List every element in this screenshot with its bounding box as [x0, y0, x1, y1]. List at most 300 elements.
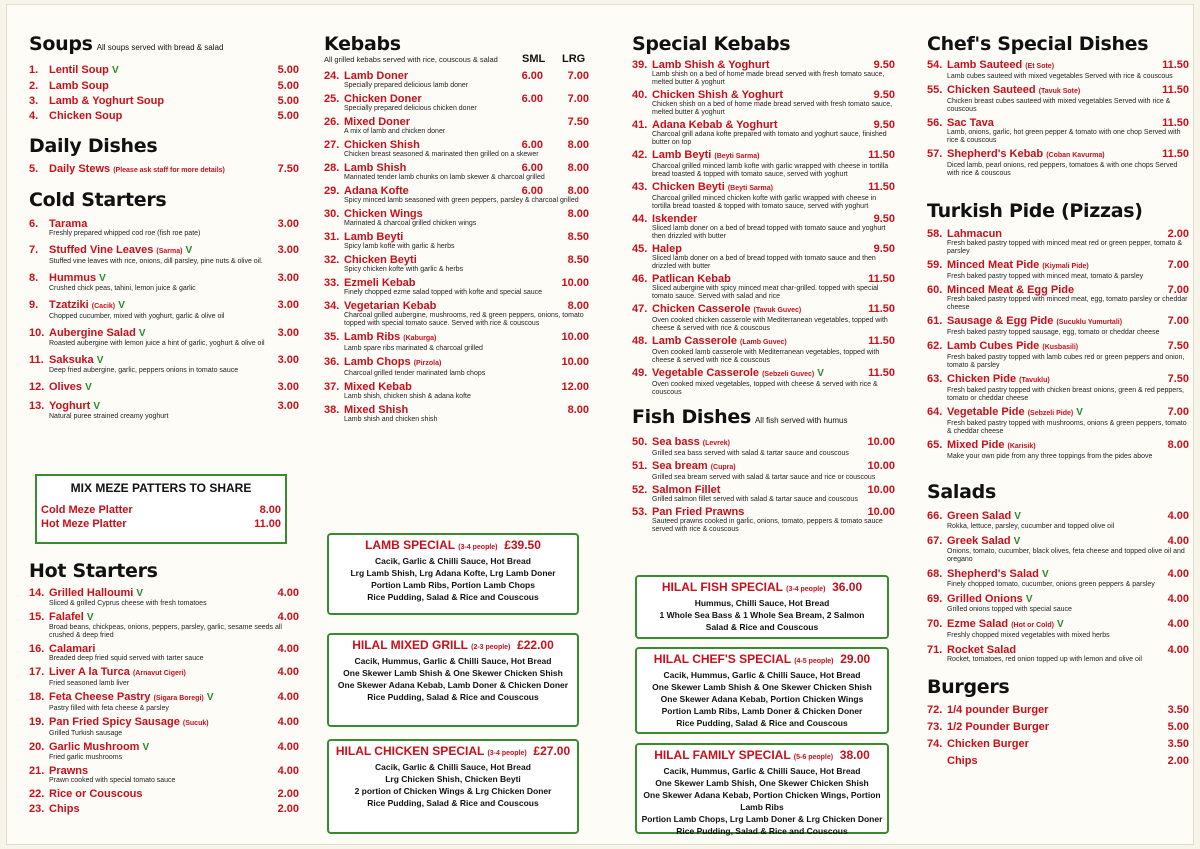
item-name: 32. Chicken Beyti	[324, 254, 417, 266]
menu-item	[927, 721, 1189, 733]
item-number: 67.	[927, 535, 943, 547]
item-name: 6. Tarama	[29, 218, 88, 230]
item-name: 12. Olives V	[29, 381, 92, 393]
item-price: 10.00	[867, 484, 895, 496]
item-name: 55. Chicken Sauteed (Tavuk Sote)	[927, 84, 1081, 96]
item-number: 51.	[632, 460, 648, 472]
item-name: 26. Mixed Doner	[324, 116, 411, 128]
item-name: 70. Ezme Salad (Hot or Cold) V	[927, 618, 1064, 630]
item-description: Charcoal grilled minced chicken kofte with garlic wrapped with cheese in tortilla bread toasted & topped with tomato sauce, served with yoghurt	[652, 195, 877, 210]
item-tag: (Coban Kavurma)	[1046, 152, 1105, 159]
menu-item	[29, 354, 299, 375]
item-number: 33.	[324, 277, 340, 289]
menu-item	[632, 484, 895, 504]
box-line: Rice Pudding, Salad & Rice and Couscous	[367, 798, 539, 808]
item-name: 37. Mixed Kebab	[324, 381, 412, 393]
item-number: 25.	[324, 93, 340, 105]
menu-item	[632, 367, 895, 397]
item-number: 20.	[29, 741, 45, 753]
vegetarian-icon: V	[1025, 594, 1033, 605]
item-number: 31.	[324, 231, 340, 243]
item-price: 3.00	[277, 218, 299, 230]
item-name: 38. Mixed Shish	[324, 404, 409, 416]
item-name: 29. Adana Kofte	[324, 185, 409, 197]
item-price: 7.00	[1167, 406, 1189, 418]
item-number: 64.	[927, 406, 943, 418]
box-title: HILAL FISH SPECIAL (3-4 people) 36.00	[661, 580, 863, 594]
item-price: 4.00	[277, 691, 299, 703]
item-number: 65.	[927, 439, 943, 451]
item-description: Chicken shish on a bed of home made bread served with fresh tomato sauce, melted butter & yoghurt	[652, 101, 893, 116]
item-number: 28.	[324, 162, 340, 174]
item-number: 15.	[29, 611, 45, 623]
vegetarian-icon: V	[206, 692, 214, 703]
item-name: 42. Lamb Beyti (Beyti Sarma)	[632, 149, 760, 161]
item-description: Sauteed prawns cooked in garlic, onions, tomato, peppers & tomato sauce served with rice & couscous	[652, 518, 883, 533]
item-name: 16. Calamari	[29, 643, 96, 655]
box-line: One Skewer Adana Kebab, Portion Chicken Wings	[660, 694, 864, 704]
item-tag: (Sarma)	[156, 248, 183, 255]
column-4	[927, 33, 1189, 772]
vegetarian-icon: V	[118, 300, 125, 311]
item-name: 28. Lamb Shish	[324, 162, 407, 174]
item-number: 56.	[927, 117, 943, 129]
item-name: 56. Sac Tava	[927, 117, 994, 129]
item-price: 11.50	[868, 303, 895, 315]
item-number: 13.	[29, 400, 45, 412]
item-name: Chips	[947, 755, 978, 767]
vegetarian-icon: V	[136, 588, 144, 599]
item-price: 2.00	[277, 803, 299, 815]
item-description: Sliced lamb doner on a bed of bread topped with tomato sauce and then drizzled with butter	[652, 255, 876, 270]
item-price-small: 6.00	[521, 185, 543, 197]
box-line: Hummus, Chilli Sauce, Hot Bread	[694, 598, 830, 608]
menu-item	[927, 738, 1189, 750]
item-number: 35.	[324, 331, 340, 343]
item-number: 44.	[632, 213, 648, 225]
mixed-grill-box	[327, 633, 579, 727]
kebabs-note: All grilled kebabs served with rice, couscous & salad	[324, 55, 498, 64]
menu-item	[324, 300, 589, 328]
item-price-large: 8.00	[567, 300, 589, 312]
item-number: 50.	[632, 436, 648, 448]
item-name: 4. Chicken Soup	[29, 110, 123, 122]
menu-item	[927, 259, 1189, 281]
item-tag: (Levrek)	[702, 440, 730, 447]
item-number: 18.	[29, 691, 45, 703]
item-price: 4.00	[277, 611, 299, 623]
item-description: Spicy chicken kofte with garlic & herbs	[344, 266, 464, 273]
item-description: Marinated & charcoal grilled chicken wings	[344, 220, 477, 227]
item-price: 4.00	[277, 587, 299, 599]
item-description: Specially prepared delicious lamb doner	[344, 82, 469, 89]
item-number: 16.	[29, 643, 45, 655]
item-price: 4.00	[277, 716, 299, 728]
lrg-header: LRG	[562, 53, 586, 65]
box-line: Rice Pudding, Salad & Rice and Couscous	[367, 592, 539, 602]
menu-item	[927, 593, 1189, 614]
item-description: Deep fried aubergine, garlic, peppers onions in tomato sauce	[49, 367, 239, 374]
vegetarian-icon: V	[1057, 619, 1064, 630]
menu-item	[632, 335, 895, 365]
item-name: 41. Adana Kebab & Yoghurt	[632, 119, 778, 131]
item-price: 9.50	[873, 213, 895, 225]
item-tag: (Arnavut Cigeri)	[132, 670, 186, 677]
item-name: 52. Salmon Fillet	[632, 484, 721, 496]
menu-item	[324, 331, 589, 353]
item-tag: (Karisik)	[1007, 443, 1036, 450]
box-title: HILAL CHEF'S SPECIAL (4-5 people) 29.00	[653, 652, 871, 666]
menu-item	[324, 356, 589, 378]
box-line: One Skewer Adana Kebab, Portion Chicken Wings, Portion Lamb Ribs	[643, 790, 881, 812]
box-line: One Skewer Lamb Shish, One Skewer Chicken Shish	[655, 778, 869, 788]
item-number: 74.	[927, 738, 943, 750]
item-number: 6.	[29, 218, 39, 230]
item-number: 21.	[29, 765, 45, 777]
menu-item	[927, 340, 1189, 370]
menu-item	[632, 149, 895, 179]
item-price: 11.50	[1162, 59, 1189, 71]
section-title-hot: Hot Starters	[29, 560, 158, 582]
item-number: 45.	[632, 243, 648, 255]
item-tag: (Beyti Sarma)	[714, 153, 760, 160]
item-description: Diced lamb, pearl onions, red peppers, tomatoes & with one chops Served with rice & couscous	[947, 162, 1178, 177]
item-number: 47.	[632, 303, 648, 315]
menu-item	[324, 277, 589, 297]
item-name: 63. Chicken Pide (Tavuklu)	[927, 373, 1050, 385]
item-price: 7.50	[277, 163, 299, 175]
item-name: 24. Lamb Doner	[324, 70, 409, 82]
item-description: Finely chopped tomato, cucumber, onions green peppers & parsley	[947, 581, 1155, 588]
item-description: Fresh baked pastry topped with lamb cubes red or green peppers and onion, tomato & parsley	[947, 354, 1185, 369]
item-description: Freshly prepared whipped cod roe (fish roe pate)	[49, 230, 201, 237]
box-line: Lrg Lamb Shish, Lrg Adana Kofte, Lrg Lamb Doner	[350, 568, 556, 578]
item-description: Fresh baked pastry topped with minced meat red or green pepper, tomato & parsley	[947, 240, 1183, 255]
section-title-burgers: Burgers	[927, 676, 1010, 698]
item-price: 11.50	[868, 149, 895, 161]
box-line: Rice Pudding, Salad & Rice and Couscous	[367, 692, 539, 702]
item-price: 3.50	[1167, 738, 1189, 750]
item-price: 3.00	[277, 354, 299, 366]
item-number: 60.	[927, 284, 943, 296]
item-name: 8. Hummus V	[29, 272, 106, 284]
item-price-large: 10.00	[561, 277, 589, 289]
menu-item	[29, 110, 299, 122]
menu-item	[927, 644, 1189, 664]
item-number: 42.	[632, 149, 648, 161]
item-description: Lamb cubes sauteed with mixed vegetables Served with rice & couscous	[947, 73, 1173, 80]
item-name: 61. Sausage & Egg Pide (Sucuklu Yumurtali)	[927, 315, 1123, 327]
item-price: 5.00	[277, 110, 299, 122]
item-description: Fresh baked pastry topped with chicken breast onions, green & red peppers, tomato or cheddar cheese	[947, 387, 1184, 402]
item-name: 72. 1/4 pounder Burger	[927, 704, 1049, 716]
item-name: 17. Liver A la Turca (Arnavut Cigeri)	[29, 666, 186, 678]
column-3	[632, 33, 895, 536]
item-price-large: 8.00	[567, 404, 589, 416]
item-price: 8.00	[1167, 439, 1189, 451]
item-price: 7.00	[1167, 284, 1189, 296]
item-number: 17.	[29, 666, 45, 678]
item-tag: (Cupra)	[710, 464, 736, 471]
menu-item	[29, 643, 299, 663]
item-description: Sliced & grilled Cyprus cheese with fresh tomatoes	[49, 600, 207, 607]
item-price-large: 8.50	[567, 231, 589, 243]
item-tag: (Kiymali Pide)	[1042, 263, 1089, 270]
menu-item	[927, 117, 1189, 145]
item-name: 73. 1/2 Pounder Burger	[927, 721, 1050, 733]
item-number: 4.	[29, 110, 39, 122]
item-price: 9.50	[873, 243, 895, 255]
item-name: 69. Grilled Onions V	[927, 593, 1033, 605]
box-line: Lrg Chicken Shish, Chicken Beyti	[385, 774, 521, 784]
item-name: 68. Shepherd's Salad V	[927, 568, 1049, 580]
item-description: Sliced aubergine with spicy minced meat char-grilled. topped with special tomato sauce. Served with salad and rice	[652, 285, 879, 300]
meze-row: Cold Meze Platter 8.00	[41, 504, 281, 516]
section-title-salads: Salads	[927, 481, 996, 503]
item-number: 49.	[632, 367, 648, 379]
item-price: 4.00	[1167, 644, 1189, 656]
menu-item	[29, 95, 299, 107]
box-line: Cacik, Garlic & Chilli Sauce, Hot Bread	[375, 762, 531, 772]
item-description: Rokka, lettuce, parsley, cucumber and topped olive oil	[947, 523, 1115, 530]
item-tag: (Sebzeli Guvec)	[762, 371, 815, 378]
item-name: 57. Shepherd's Kebab (Coban Kavurma)	[927, 148, 1105, 160]
item-tag: (Kusbasili)	[1042, 344, 1079, 351]
column-1-lower	[29, 560, 299, 818]
item-description: Rocket, tomatoes, red onion topped up with lemon and olive oil	[947, 656, 1142, 663]
item-description: Lamb shish and chicken shish	[344, 416, 438, 423]
item-tag: (Tavuk Guvec)	[753, 307, 802, 314]
item-number: 11.	[29, 354, 44, 366]
menu-item	[324, 185, 589, 205]
menu-item	[324, 162, 589, 182]
item-tag: (Tavuklu)	[1019, 377, 1050, 384]
item-price-small: 6.00	[521, 70, 543, 82]
box-title: HILAL MIXED GRILL (2-3 people) £22.00	[352, 638, 554, 652]
item-name: 18. Feta Cheese Pastry (Sigara Boregi) V	[29, 691, 214, 703]
box-title: LAMB SPECIAL (3-4 people) £39.50	[365, 538, 541, 552]
item-number: 10.	[29, 327, 45, 339]
vegetarian-icon: V	[111, 65, 119, 76]
item-description: Spicy minced lamb seasoned with green peppers, parsley & charcoal grilled	[344, 197, 579, 204]
fish-special-box	[635, 575, 889, 639]
menu-item	[29, 80, 299, 92]
section-title-daily: Daily Dishes	[29, 135, 158, 157]
item-tag: (Sucuklu Yumurtali)	[1056, 319, 1123, 326]
item-description: Marinated tender lamb chunks on lamb skewer & charcoal grilled	[344, 174, 545, 181]
item-number: 54.	[927, 59, 943, 71]
item-number: 73.	[927, 721, 943, 733]
item-description: Freshly chopped mixed vegetables with mixed herbs	[947, 632, 1110, 639]
item-number: 71.	[927, 644, 943, 656]
menu-item	[927, 568, 1189, 589]
item-number: 9.	[29, 299, 39, 311]
menu-item	[29, 788, 299, 800]
box-line: Cacik, Hummus, Garlic & Chilli Sauce, Hot Bread	[663, 766, 861, 776]
item-price: 9.50	[873, 119, 895, 131]
item-price-large: 8.00	[567, 162, 589, 174]
item-name: 44. Iskender	[632, 213, 698, 225]
item-tag: (Beyti Sarma)	[727, 185, 773, 192]
item-price: 4.00	[1167, 535, 1189, 547]
item-price-small: 6.00	[521, 162, 543, 174]
item-name: 53. Pan Fried Prawns	[632, 506, 745, 518]
item-name: 49. Vegetable Casserole (Sebzeli Guvec) V	[632, 367, 824, 379]
item-description: Prawn cooked with special tomato sauce	[49, 777, 176, 784]
meze-box	[35, 474, 287, 544]
item-number: 39.	[632, 59, 648, 71]
column-1	[29, 33, 299, 427]
item-tag: (Sucuk)	[182, 720, 209, 727]
menu-item	[632, 460, 895, 482]
sml-header: SML	[522, 53, 546, 65]
menu-item	[632, 243, 895, 271]
menu-item	[632, 213, 895, 241]
item-name: 10. Aubergine Salad V	[29, 327, 146, 339]
menu-item	[324, 254, 589, 274]
item-name: 5. Daily Stews (Please ask staff for more details)	[29, 163, 225, 175]
item-tag: (Tavuk Sote)	[1038, 88, 1081, 95]
item-description: Finely chopped ezme salad topped with kofte and special sauce	[344, 289, 543, 296]
item-description: Lamb shish on a bed of home made bread served with fresh tomato sauce, melted butter & yoghurt	[652, 71, 885, 86]
item-name: 47. Chicken Casserole (Tavuk Guvec)	[632, 303, 802, 315]
item-name: 67. Greek Salad V	[927, 535, 1021, 547]
menu-item	[324, 116, 589, 136]
item-number: 57.	[927, 148, 943, 160]
item-tag: (Cacik)	[91, 303, 116, 310]
item-price: 2.00	[1167, 228, 1189, 240]
item-name: 71. Rocket Salad	[927, 644, 1017, 656]
item-description: Fried seasoned lamb liver	[49, 680, 130, 687]
vegetarian-icon: V	[85, 382, 92, 393]
item-price: 10.00	[867, 436, 895, 448]
vegetarian-icon: V	[86, 612, 94, 623]
menu-item	[632, 89, 895, 117]
item-name: 50. Sea bass (Levrek)	[632, 436, 730, 448]
box-line: Rice Pudding, Salad & Rice and Couscous	[676, 826, 848, 836]
item-description: Grilled sea bass served with salad & tartar sauce and couscous	[652, 450, 849, 457]
item-name: 1. Lentil Soup V	[29, 64, 119, 76]
menu-item	[29, 611, 299, 640]
item-number: 29.	[324, 185, 340, 197]
item-name: 14. Grilled Halloumi V	[29, 587, 144, 599]
menu-item	[632, 181, 895, 211]
section-title-pide: Turkish Pide (Pizzas)	[927, 200, 1143, 222]
menu-item	[927, 704, 1189, 716]
menu-item	[927, 535, 1189, 564]
item-description: Fresh baked pastry topped with minced meat, egg, tomato parsley or cheddar cheese	[947, 296, 1188, 311]
item-price: 3.00	[277, 299, 299, 311]
menu-item	[324, 139, 589, 159]
item-description: Make your own pide from any three toppings from the pides above	[947, 453, 1153, 460]
item-price: 3.50	[1167, 704, 1189, 716]
item-price: 4.00	[277, 643, 299, 655]
item-price: 5.00	[277, 64, 299, 76]
item-number: 58.	[927, 228, 943, 240]
item-price-large: 8.00	[567, 139, 589, 151]
item-description: Chicken breast cubes sauteed with mixed vegetables Served with rice & couscous	[947, 98, 1171, 113]
item-name: 30. Chicken Wings	[324, 208, 423, 220]
item-name: 43. Chicken Beyti (Beyti Sarma)	[632, 181, 773, 193]
item-name: 74. Chicken Burger	[927, 738, 1029, 750]
item-name: 11. Saksuka V	[29, 354, 104, 366]
section-title-kebabs: Kebabs	[324, 33, 401, 55]
item-name: 46. Patlican Kebab	[632, 273, 731, 285]
item-description: Breaded deep fried squid served with tarter sauce	[49, 655, 204, 662]
item-name: 45. Halep	[632, 243, 682, 255]
item-number: 30.	[324, 208, 340, 220]
item-tag: (Please ask staff for more details)	[113, 167, 225, 174]
item-name: 3. Lamb & Yoghurt Soup	[29, 95, 165, 107]
box-line: 2 portion of Chicken Wings & Lrg Chicken Doner	[354, 786, 552, 796]
item-price: 4.00	[1167, 510, 1189, 522]
item-price-large: 7.00	[567, 70, 589, 82]
menu-item	[632, 273, 895, 301]
item-number: 24.	[324, 70, 340, 82]
item-name: 34. Vegetarian Kebab	[324, 300, 437, 312]
menu-item	[29, 765, 299, 785]
item-name: 20. Garlic Mushroom V	[29, 741, 150, 753]
item-price: 9.50	[873, 59, 895, 71]
menu-sheet	[6, 4, 1194, 845]
item-description: Lamb, onions, garlic, hot green pepper & tomato with one chop Served with rice & couscous	[947, 129, 1181, 144]
item-description: Charcoal grilled minced lamb kofte with garlic wrapped with cheese in tortilla bread toasted & topped with tomato sauce, served with yoghurt	[652, 163, 889, 178]
item-name: 64. Vegetable Pide (Sebzeli Pide) V	[927, 406, 1083, 418]
menu-item	[927, 755, 1189, 767]
item-price: 11.50	[868, 273, 895, 285]
item-description: Broad beans, chickpeas, onions, peppers, parsley, garlic, sesame seeds all crushed & deep fried	[49, 624, 282, 639]
menu-item	[29, 327, 299, 348]
vegetarian-icon: V	[96, 355, 104, 366]
box-line: Portion Lamb Chops, Lrg Lamb Doner & Lrg Chicken Doner	[641, 814, 883, 824]
item-price-large: 8.00	[567, 185, 589, 197]
menu-item	[29, 299, 299, 321]
item-tag: (Kaburga)	[403, 335, 437, 342]
box-line: Cacik, Garlic & Chilli Sauce, Hot Bread	[375, 556, 531, 566]
item-description: Stuffed vine leaves with rice, onions, dill parsley, pine nuts & olive oil.	[49, 258, 263, 265]
item-price: 3.00	[277, 381, 299, 393]
menu-item	[324, 404, 589, 424]
item-price: 4.00	[277, 765, 299, 777]
item-description: Crushed chick peas, tahini, lemon juice & garlic	[49, 285, 196, 292]
item-number: 37.	[324, 381, 340, 393]
menu-item	[324, 231, 589, 251]
item-name: 7. Stuffed Vine Leaves (Sarma) V	[29, 244, 193, 256]
vegetarian-icon: V	[142, 742, 150, 753]
meze-row: Hot Meze Platter 11.00	[41, 518, 281, 530]
item-name: 65. Mixed Pide (Karisik)	[927, 439, 1036, 451]
item-number: 48.	[632, 335, 648, 347]
menu-item	[927, 510, 1189, 531]
item-number: 26.	[324, 116, 340, 128]
vegetarian-icon: V	[93, 401, 101, 412]
item-price: 3.00	[277, 400, 299, 412]
item-number: 43.	[632, 181, 648, 193]
item-name: 62. Lamb Cubes Pide (Kusbasili)	[927, 340, 1079, 352]
item-name: 27. Chicken Shish	[324, 139, 420, 151]
column-2	[324, 33, 589, 427]
vegetarian-icon: V	[817, 368, 824, 379]
item-name: 35. Lamb Ribs (Kaburga)	[324, 331, 437, 343]
item-name: 22. Rice or Couscous	[29, 788, 143, 800]
item-description: Charcoal grilled tender marinated lamb chops	[344, 370, 486, 377]
section-title-cold: Cold Starters	[29, 189, 167, 211]
item-price-large: 10.00	[561, 331, 589, 343]
item-description: Roasted aubergine with lemon juice a hint of garlic, yoghurt & olive oil	[49, 340, 265, 347]
item-number: 55.	[927, 84, 943, 96]
box-line: Rice Pudding, Salad & Rice and Couscous	[676, 718, 848, 728]
menu-item	[927, 618, 1189, 640]
